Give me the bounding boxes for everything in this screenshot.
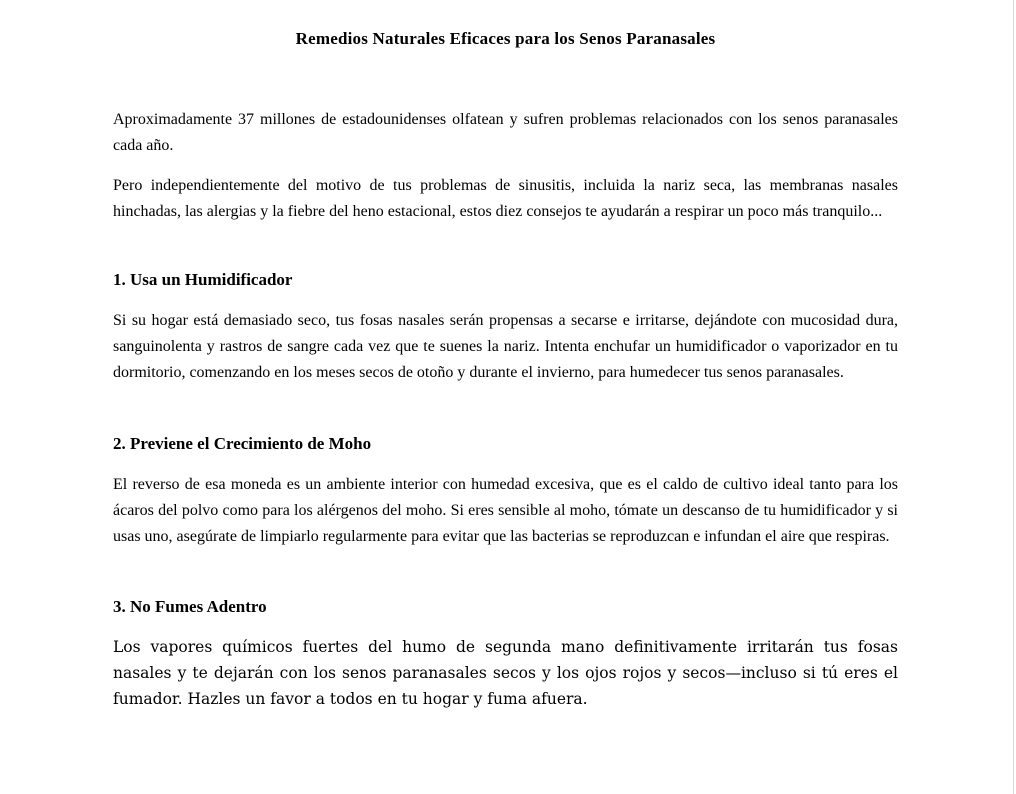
document-title: Remedios Naturales Eficaces para los Senos Paranasales <box>295 29 716 48</box>
section-3-heading: 3. No Fumes Adentro <box>113 597 267 616</box>
section-1-heading: 1. Usa un Humidificador <box>113 270 293 289</box>
section-3-body: Los vapores químicos fuertes del humo de segunda mano definitivamente irritarán tus fosas nasales y te dejarán con los senos paranasales secos y los ojos rojos y secos—incluso si tú eres el fumador. Hazles un favor a todos en tu hogar y fuma afuera. <box>113 638 898 708</box>
section-2-body: El reverso de esa moneda es un ambiente interior con humedad excesiva, que es el caldo de cultivo ideal tanto para los ácaros del polvo como para los alérgenos del moho. Si eres sensible al moho, tómate un descanso de tu humidificador y si usas uno, asegúrate de limpiarlo regularmente para evitar que las bacterias se reproduzcan e infundan el aire que respiras. <box>113 476 898 545</box>
page-right-edge-line <box>1013 0 1014 794</box>
intro-paragraph-2: Pero independientemente del motivo de tus problemas de sinusitis, incluida la nariz seca, las membranas nasales hinchadas, las alergias y la fiebre del heno estacional, estos diez consejos te ayudarán a respirar un poco más tranquilo... <box>113 177 898 220</box>
section-1-body: Si su hogar está demasiado seco, tus fosas nasales serán propensas a secarse e irritarse, dejándote con mucosidad dura, sanguinolenta y rastros de sangre cada vez que te suenes la nariz. Intenta enchufar un humidificador o vaporizador en tu dormitorio, comenzando en los meses secos de otoño y durante el invierno, para humedecer tus senos paranasales. <box>113 312 898 381</box>
section-2-heading: 2. Previene el Crecimiento de Moho <box>113 434 372 453</box>
intro-paragraph-1: Aproximadamente 37 millones de estadounidenses olfatean y sufren problemas relacionados con los senos paranasales cada año. <box>113 111 898 154</box>
